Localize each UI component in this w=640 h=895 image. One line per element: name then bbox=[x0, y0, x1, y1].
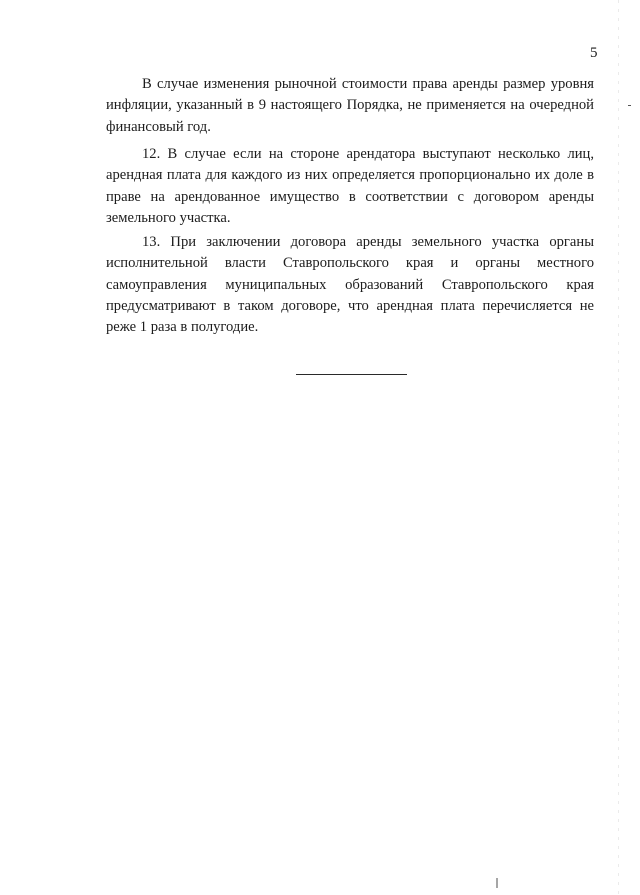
paragraph-inflation-note bbox=[106, 74, 594, 138]
paragraph-item-13 bbox=[106, 232, 594, 338]
paragraph-item-12 bbox=[106, 144, 594, 229]
paragraph-text: В случае изменения рыночной стоимости права аренды размер уровня инфляции, указанный в 9 настоящего Порядка, не применяется на очередной финансовый год. bbox=[106, 76, 594, 135]
scan-dot-artifact bbox=[496, 878, 498, 888]
scan-mark-artifact bbox=[628, 105, 631, 106]
scan-edge-artifact bbox=[618, 0, 619, 895]
paragraph-text: 13. При заключении договора аренды земельного участка органы исполнительной власти Ставропольского края и органы местного самоуправления муниципальных образований Ставропольского края предусматривают в таком договоре, что арендная плата перечисляется не реже 1 раза в полугодие. bbox=[106, 234, 594, 336]
page-number: 5 bbox=[590, 45, 598, 61]
end-divider-line bbox=[296, 374, 407, 375]
paragraph-text: 12. В случае если на стороне арендатора выступают несколько лиц, арендная плата для каждого из них определяется пропорционально их доле в праве на арендованное имущество в соответствии с договором аренды земельного участка. bbox=[106, 146, 594, 226]
